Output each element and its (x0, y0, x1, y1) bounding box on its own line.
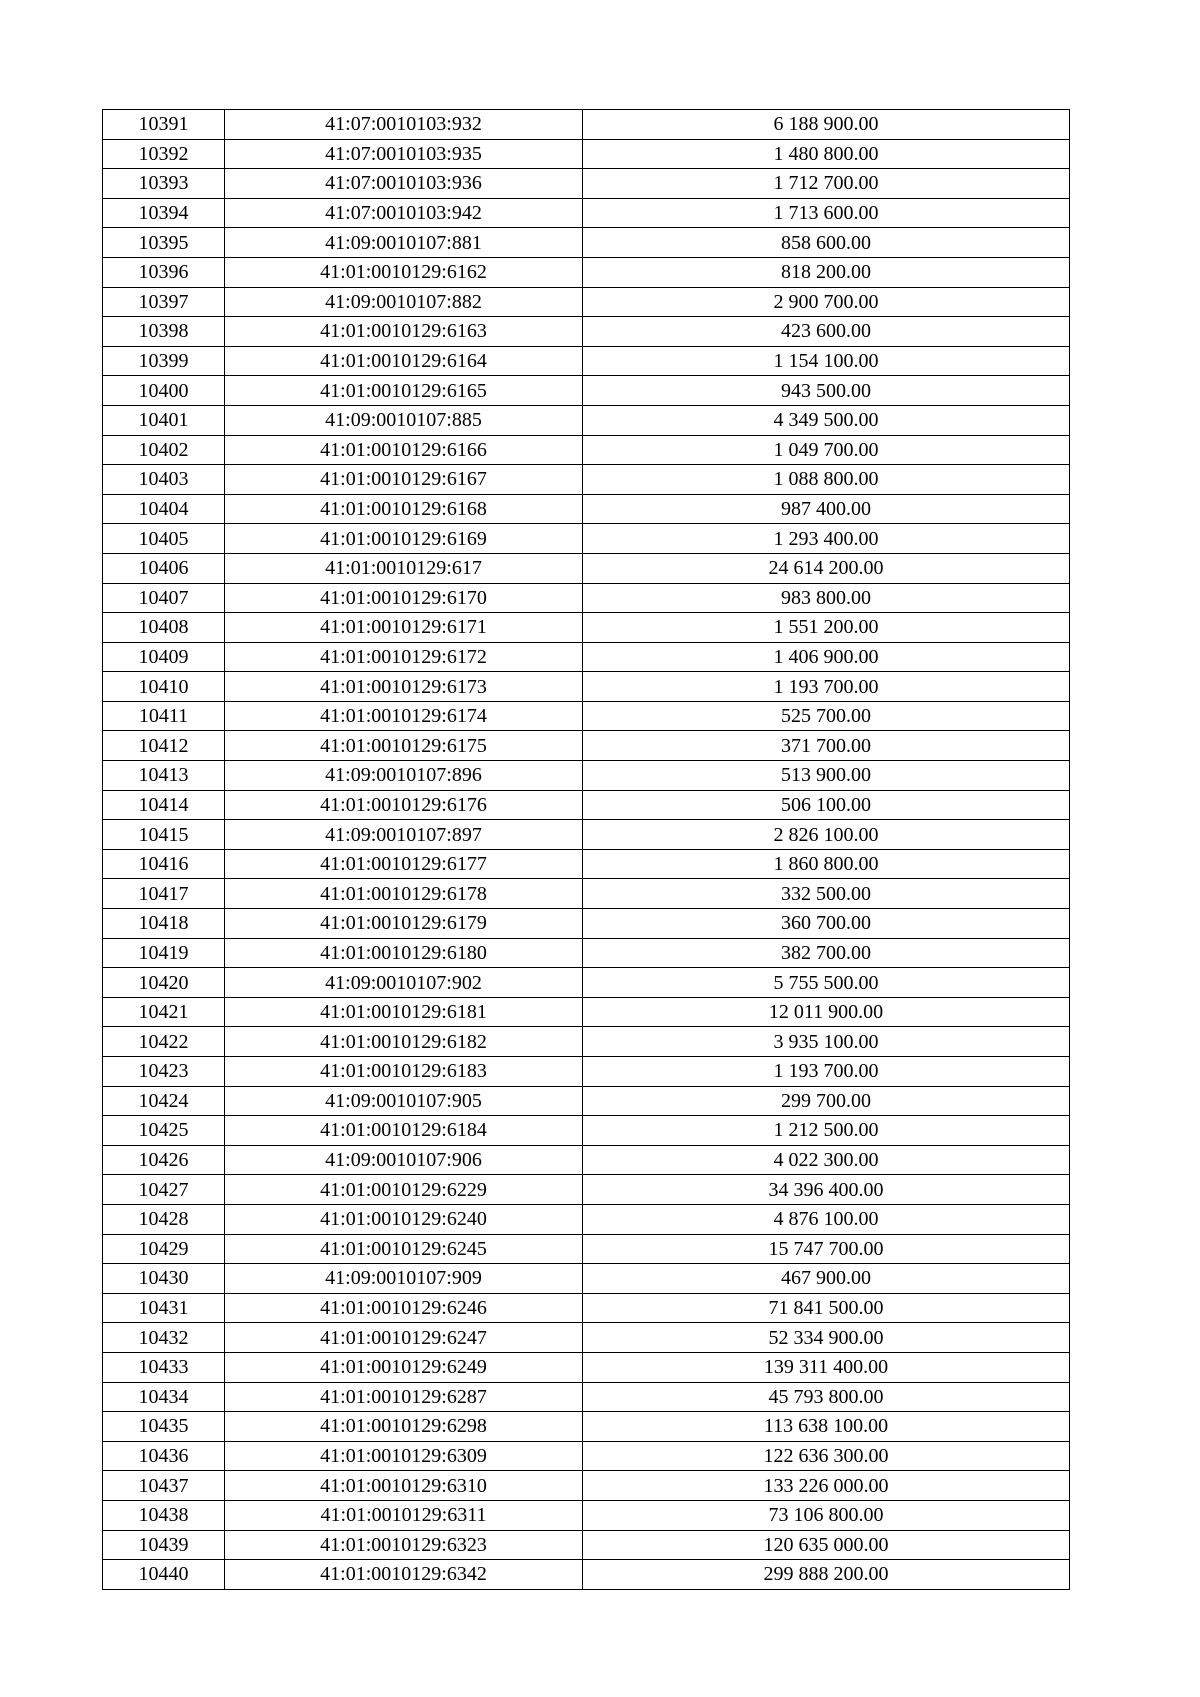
row-number-cell: 10408 (103, 613, 225, 643)
row-number-cell: 10401 (103, 405, 225, 435)
cadastral-number-cell: 41:01:0010129:6184 (225, 1116, 583, 1146)
table-row (103, 1530, 1070, 1560)
cadastral-value-cell: 113 638 100.00 (583, 1412, 1070, 1442)
row-number-cell: 10402 (103, 435, 225, 465)
row-number-cell: 10394 (103, 198, 225, 228)
cadastral-value-cell: 423 600.00 (583, 317, 1070, 347)
cadastral-value-cell: 12 011 900.00 (583, 997, 1070, 1027)
cadastral-number-cell: 41:09:0010107:885 (225, 405, 583, 435)
cadastral-value-cell: 24 614 200.00 (583, 553, 1070, 583)
cadastral-number-cell: 41:01:0010129:6164 (225, 346, 583, 376)
table-row (103, 1500, 1070, 1530)
row-number-cell: 10427 (103, 1175, 225, 1205)
row-number-cell: 10406 (103, 553, 225, 583)
row-number-cell: 10397 (103, 287, 225, 317)
cadastral-value-cell: 120 635 000.00 (583, 1530, 1070, 1560)
row-number-cell: 10423 (103, 1057, 225, 1087)
cadastral-number-cell: 41:01:0010129:6182 (225, 1027, 583, 1057)
table-row (103, 968, 1070, 998)
row-number-cell: 10410 (103, 672, 225, 702)
table-row (103, 257, 1070, 287)
cadastral-value-cell: 3 935 100.00 (583, 1027, 1070, 1057)
cadastral-value-cell: 4 349 500.00 (583, 405, 1070, 435)
row-number-cell: 10395 (103, 228, 225, 258)
table-row (103, 198, 1070, 228)
table-row (103, 1264, 1070, 1294)
cadastral-number-cell: 41:01:0010129:6181 (225, 997, 583, 1027)
cadastral-number-cell: 41:07:0010103:935 (225, 139, 583, 169)
cadastral-value-cell: 987 400.00 (583, 494, 1070, 524)
cadastral-value-cell: 139 311 400.00 (583, 1352, 1070, 1382)
table-row (103, 1175, 1070, 1205)
row-number-cell: 10435 (103, 1412, 225, 1442)
table-row (103, 1441, 1070, 1471)
cadastral-value-cell: 943 500.00 (583, 376, 1070, 406)
cadastral-number-cell: 41:01:0010129:6342 (225, 1560, 583, 1590)
cadastral-value-cell: 983 800.00 (583, 583, 1070, 613)
cadastral-number-cell: 41:01:0010129:6249 (225, 1352, 583, 1382)
table-row (103, 169, 1070, 199)
cadastral-value-cell: 371 700.00 (583, 731, 1070, 761)
cadastral-value-cell: 1 551 200.00 (583, 613, 1070, 643)
cadastral-value-cell: 73 106 800.00 (583, 1500, 1070, 1530)
cadastral-number-cell: 41:01:0010129:6175 (225, 731, 583, 761)
cadastral-number-cell: 41:01:0010129:6309 (225, 1441, 583, 1471)
row-number-cell: 10416 (103, 849, 225, 879)
row-number-cell: 10400 (103, 376, 225, 406)
row-number-cell: 10418 (103, 909, 225, 939)
cadastral-number-cell: 41:01:0010129:6171 (225, 613, 583, 643)
row-number-cell: 10415 (103, 820, 225, 850)
table-row (103, 139, 1070, 169)
row-number-cell: 10419 (103, 938, 225, 968)
row-number-cell: 10431 (103, 1293, 225, 1323)
cadastral-value-cell: 2 826 100.00 (583, 820, 1070, 850)
row-number-cell: 10420 (103, 968, 225, 998)
table-row (103, 731, 1070, 761)
table-row (103, 1057, 1070, 1087)
cadastral-value-cell: 1 712 700.00 (583, 169, 1070, 199)
table-row (103, 938, 1070, 968)
row-number-cell: 10407 (103, 583, 225, 613)
cadastral-number-cell: 41:01:0010129:6169 (225, 524, 583, 554)
cadastral-value-cell: 71 841 500.00 (583, 1293, 1070, 1323)
table-row (103, 1027, 1070, 1057)
row-number-cell: 10438 (103, 1500, 225, 1530)
table-row (103, 1560, 1070, 1590)
cadastral-number-cell: 41:01:0010129:6170 (225, 583, 583, 613)
row-number-cell: 10430 (103, 1264, 225, 1294)
table-row (103, 524, 1070, 554)
row-number-cell: 10434 (103, 1382, 225, 1412)
cadastral-number-cell: 41:01:0010129:6298 (225, 1412, 583, 1442)
table-body (103, 110, 1070, 1590)
table-row (103, 494, 1070, 524)
cadastral-number-cell: 41:09:0010107:897 (225, 820, 583, 850)
row-number-cell: 10424 (103, 1086, 225, 1116)
cadastral-value-cell: 122 636 300.00 (583, 1441, 1070, 1471)
row-number-cell: 10409 (103, 642, 225, 672)
row-number-cell: 10413 (103, 761, 225, 791)
table-row (103, 849, 1070, 879)
cadastral-value-cell: 2 900 700.00 (583, 287, 1070, 317)
cadastral-value-cell: 4 022 300.00 (583, 1145, 1070, 1175)
row-number-cell: 10417 (103, 879, 225, 909)
cadastral-number-cell: 41:01:0010129:6311 (225, 1500, 583, 1530)
row-number-cell: 10404 (103, 494, 225, 524)
cadastral-value-cell: 382 700.00 (583, 938, 1070, 968)
cadastral-number-cell: 41:01:0010129:6173 (225, 672, 583, 702)
cadastral-number-cell: 41:09:0010107:909 (225, 1264, 583, 1294)
cadastral-number-cell: 41:01:0010129:6183 (225, 1057, 583, 1087)
cadastral-number-cell: 41:01:0010129:6179 (225, 909, 583, 939)
table-row (103, 376, 1070, 406)
cadastral-value-cell: 15 747 700.00 (583, 1234, 1070, 1264)
table-row (103, 1234, 1070, 1264)
cadastral-value-cell: 299 700.00 (583, 1086, 1070, 1116)
cadastral-number-cell: 41:09:0010107:882 (225, 287, 583, 317)
cadastral-number-cell: 41:01:0010129:6229 (225, 1175, 583, 1205)
cadastral-number-cell: 41:01:0010129:6245 (225, 1234, 583, 1264)
cadastral-value-cell: 858 600.00 (583, 228, 1070, 258)
table-row (103, 1145, 1070, 1175)
table-row (103, 701, 1070, 731)
row-number-cell: 10403 (103, 465, 225, 495)
cadastral-number-cell: 41:01:0010129:6178 (225, 879, 583, 909)
cadastral-value-cell: 5 755 500.00 (583, 968, 1070, 998)
table-row (103, 997, 1070, 1027)
cadastral-number-cell: 41:01:0010129:6180 (225, 938, 583, 968)
cadastral-number-cell: 41:09:0010107:902 (225, 968, 583, 998)
cadastral-value-cell: 4 876 100.00 (583, 1204, 1070, 1234)
table-row (103, 583, 1070, 613)
table-row (103, 613, 1070, 643)
cadastral-value-cell: 332 500.00 (583, 879, 1070, 909)
row-number-cell: 10432 (103, 1323, 225, 1353)
cadastral-number-cell: 41:01:0010129:6165 (225, 376, 583, 406)
cadastral-number-cell: 41:01:0010129:6162 (225, 257, 583, 287)
cadastral-number-cell: 41:01:0010129:6240 (225, 1204, 583, 1234)
row-number-cell: 10392 (103, 139, 225, 169)
cadastral-value-cell: 1 713 600.00 (583, 198, 1070, 228)
cadastral-value-cell: 34 396 400.00 (583, 1175, 1070, 1205)
cadastral-value-cell: 1 049 700.00 (583, 435, 1070, 465)
cadastral-number-cell: 41:01:0010129:6323 (225, 1530, 583, 1560)
cadastral-value-cell: 52 334 900.00 (583, 1323, 1070, 1353)
row-number-cell: 10425 (103, 1116, 225, 1146)
cadastral-number-cell: 41:07:0010103:942 (225, 198, 583, 228)
table-row (103, 1471, 1070, 1501)
table-row (103, 317, 1070, 347)
table-row (103, 465, 1070, 495)
cadastral-value-cell: 467 900.00 (583, 1264, 1070, 1294)
cadastral-value-cell: 45 793 800.00 (583, 1382, 1070, 1412)
cadastral-value-cell: 1 293 400.00 (583, 524, 1070, 554)
cadastral-number-cell: 41:01:0010129:617 (225, 553, 583, 583)
cadastral-number-cell: 41:01:0010129:6166 (225, 435, 583, 465)
cadastral-value-cell: 525 700.00 (583, 701, 1070, 731)
cadastral-value-cell: 299 888 200.00 (583, 1560, 1070, 1590)
row-number-cell: 10433 (103, 1352, 225, 1382)
row-number-cell: 10412 (103, 731, 225, 761)
cadastral-number-cell: 41:01:0010129:6177 (225, 849, 583, 879)
cadastral-value-cell: 818 200.00 (583, 257, 1070, 287)
table-row (103, 820, 1070, 850)
table-row (103, 1204, 1070, 1234)
cadastral-number-cell: 41:01:0010129:6167 (225, 465, 583, 495)
cadastral-number-cell: 41:01:0010129:6310 (225, 1471, 583, 1501)
row-number-cell: 10422 (103, 1027, 225, 1057)
row-number-cell: 10399 (103, 346, 225, 376)
cadastral-value-cell: 513 900.00 (583, 761, 1070, 791)
row-number-cell: 10429 (103, 1234, 225, 1264)
row-number-cell: 10414 (103, 790, 225, 820)
row-number-cell: 10391 (103, 110, 225, 140)
table-row (103, 909, 1070, 939)
cadastral-number-cell: 41:07:0010103:932 (225, 110, 583, 140)
cadastral-number-cell: 41:01:0010129:6174 (225, 701, 583, 731)
cadastral-value-cell: 1 154 100.00 (583, 346, 1070, 376)
row-number-cell: 10421 (103, 997, 225, 1027)
row-number-cell: 10393 (103, 169, 225, 199)
cadastral-value-cell: 1 860 800.00 (583, 849, 1070, 879)
table-row (103, 1382, 1070, 1412)
table-row (103, 879, 1070, 909)
table-row (103, 553, 1070, 583)
cadastral-number-cell: 41:01:0010129:6176 (225, 790, 583, 820)
cadastral-value-cell: 1 193 700.00 (583, 1057, 1070, 1087)
cadastral-value-cell: 1 480 800.00 (583, 139, 1070, 169)
row-number-cell: 10436 (103, 1441, 225, 1471)
cadastral-number-cell: 41:01:0010129:6168 (225, 494, 583, 524)
cadastral-value-cell: 1 212 500.00 (583, 1116, 1070, 1146)
row-number-cell: 10428 (103, 1204, 225, 1234)
row-number-cell: 10437 (103, 1471, 225, 1501)
cadastral-value-cell: 1 088 800.00 (583, 465, 1070, 495)
row-number-cell: 10439 (103, 1530, 225, 1560)
table-row (103, 346, 1070, 376)
row-number-cell: 10426 (103, 1145, 225, 1175)
table-row (103, 405, 1070, 435)
table-row (103, 642, 1070, 672)
cadastral-number-cell: 41:01:0010129:6246 (225, 1293, 583, 1323)
cadastral-value-cell: 1 406 900.00 (583, 642, 1070, 672)
table-row (103, 1086, 1070, 1116)
table-row (103, 790, 1070, 820)
table-row (103, 435, 1070, 465)
table-row (103, 761, 1070, 791)
cadastral-number-cell: 41:09:0010107:905 (225, 1086, 583, 1116)
cadastral-value-cell: 6 188 900.00 (583, 110, 1070, 140)
table-row (103, 287, 1070, 317)
cadastral-value-cell: 1 193 700.00 (583, 672, 1070, 702)
row-number-cell: 10398 (103, 317, 225, 347)
cadastral-number-cell: 41:01:0010129:6163 (225, 317, 583, 347)
cadastral-number-cell: 41:09:0010107:881 (225, 228, 583, 258)
row-number-cell: 10405 (103, 524, 225, 554)
cadastral-number-cell: 41:09:0010107:906 (225, 1145, 583, 1175)
table-row (103, 672, 1070, 702)
cadastral-value-cell: 133 226 000.00 (583, 1471, 1070, 1501)
table-row (103, 110, 1070, 140)
table-row (103, 1412, 1070, 1442)
table-row (103, 1352, 1070, 1382)
row-number-cell: 10440 (103, 1560, 225, 1590)
row-number-cell: 10396 (103, 257, 225, 287)
cadastral-number-cell: 41:01:0010129:6247 (225, 1323, 583, 1353)
row-number-cell: 10411 (103, 701, 225, 731)
cadastral-number-cell: 41:07:0010103:936 (225, 169, 583, 199)
table-row (103, 228, 1070, 258)
cadastral-number-cell: 41:01:0010129:6287 (225, 1382, 583, 1412)
cadastral-value-cell: 360 700.00 (583, 909, 1070, 939)
table-row (103, 1293, 1070, 1323)
table-row (103, 1323, 1070, 1353)
cadastral-value-cell: 506 100.00 (583, 790, 1070, 820)
cadastral-number-cell: 41:09:0010107:896 (225, 761, 583, 791)
table-row (103, 1116, 1070, 1146)
cadastral-value-table (102, 109, 1070, 1590)
cadastral-number-cell: 41:01:0010129:6172 (225, 642, 583, 672)
